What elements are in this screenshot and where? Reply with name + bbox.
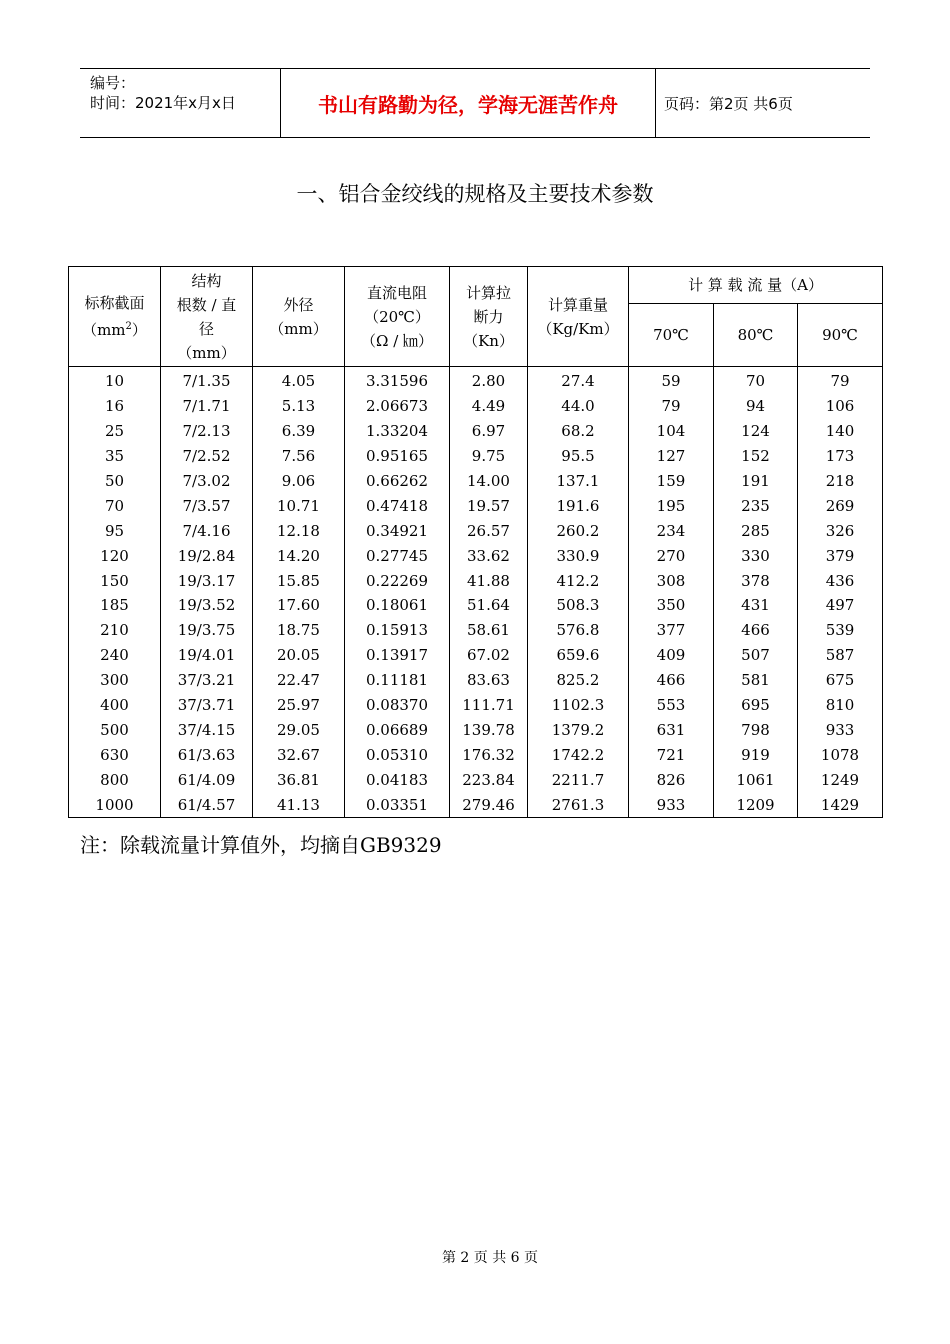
- table-cell: 933: [629, 792, 714, 817]
- table-cell: 19/3.75: [161, 618, 253, 643]
- table-cell: 61/3.63: [161, 742, 253, 767]
- table-cell: 7.56: [253, 444, 345, 469]
- table-cell: 0.27745: [345, 543, 450, 568]
- table-cell: 1249: [798, 767, 883, 792]
- table-cell: 37/4.15: [161, 717, 253, 742]
- table-cell: 1429: [798, 792, 883, 817]
- table-cell: 41.13: [253, 792, 345, 817]
- table-cell: 70: [714, 367, 798, 394]
- table-cell: 810: [798, 693, 883, 718]
- table-cell: 195: [629, 493, 714, 518]
- table-cell: 17.60: [253, 593, 345, 618]
- table-cell: 218: [798, 469, 883, 494]
- table-cell: 176.32: [450, 742, 528, 767]
- header-80c: 80℃: [714, 304, 798, 367]
- table-cell: 104: [629, 419, 714, 444]
- section-title: 一、铝合金绞线的规格及主要技术参数: [296, 182, 654, 206]
- table-cell: 0.06689: [345, 717, 450, 742]
- table-cell: 10: [69, 367, 161, 394]
- table-row: [69, 693, 883, 718]
- table-cell: 25: [69, 419, 161, 444]
- table-cell: 68.2: [528, 419, 629, 444]
- header-breaking-force: 计算拉 断力 （Kn）: [450, 267, 528, 367]
- header-structure: 结构 根数 / 直 径 （mm）: [161, 267, 253, 367]
- table-cell: 19.57: [450, 493, 528, 518]
- table-cell: 70: [69, 493, 161, 518]
- table-cell: 0.11181: [345, 668, 450, 693]
- table-row: [69, 444, 883, 469]
- table-cell: 41.88: [450, 568, 528, 593]
- table-cell: 581: [714, 668, 798, 693]
- table-cell: 9.06: [253, 469, 345, 494]
- table-cell: 0.95165: [345, 444, 450, 469]
- table-row: [69, 717, 883, 742]
- table-cell: 436: [798, 568, 883, 593]
- table-cell: 210: [69, 618, 161, 643]
- table-cell: 825.2: [528, 668, 629, 693]
- table-row: [69, 493, 883, 518]
- table-cell: 223.84: [450, 767, 528, 792]
- page-header: [80, 68, 870, 138]
- table-cell: 19/2.84: [161, 543, 253, 568]
- table-cell: 95: [69, 518, 161, 543]
- table-cell: 4.49: [450, 394, 528, 419]
- table-cell: 185: [69, 593, 161, 618]
- table-cell: 7/1.35: [161, 367, 253, 394]
- table-cell: 25.97: [253, 693, 345, 718]
- table-cell: 51.64: [450, 593, 528, 618]
- table-cell: 0.13917: [345, 643, 450, 668]
- table-cell: 19/4.01: [161, 643, 253, 668]
- table-cell: 173: [798, 444, 883, 469]
- table-cell: 285: [714, 518, 798, 543]
- table-cell: 1379.2: [528, 717, 629, 742]
- header-motto: 书山有路勤为径，学海无涯苦作舟: [280, 69, 656, 137]
- table-cell: 22.47: [253, 668, 345, 693]
- table-cell: 7/1.71: [161, 394, 253, 419]
- table-cell: 0.22269: [345, 568, 450, 593]
- table-cell: 44.0: [528, 394, 629, 419]
- specification-table: [68, 266, 883, 818]
- table-cell: 553: [629, 693, 714, 718]
- table-cell: 61/4.09: [161, 767, 253, 792]
- table-cell: 270: [629, 543, 714, 568]
- table-cell: 137.1: [528, 469, 629, 494]
- table-row: [69, 367, 883, 394]
- table-cell: 466: [629, 668, 714, 693]
- table-cell: 79: [798, 367, 883, 394]
- table-cell: 7/2.13: [161, 419, 253, 444]
- table-cell: 18.75: [253, 618, 345, 643]
- table-cell: 800: [69, 767, 161, 792]
- table-cell: 32.67: [253, 742, 345, 767]
- header-nominal-section: 标称截面 $(mm^2)$: [69, 267, 161, 367]
- table-cell: 15.85: [253, 568, 345, 593]
- table-cell: 497: [798, 593, 883, 618]
- table-cell: 7/2.52: [161, 444, 253, 469]
- table-cell: 7/3.57: [161, 493, 253, 518]
- table-cell: 260.2: [528, 518, 629, 543]
- table-cell: 1078: [798, 742, 883, 767]
- page-footer: 第 2 页 共 6 页: [441, 1250, 539, 1266]
- table-cell: 33.62: [450, 543, 528, 568]
- table-cell: 0.66262: [345, 469, 450, 494]
- table-cell: 0.47418: [345, 493, 450, 518]
- table-cell: 377: [629, 618, 714, 643]
- table-cell: 152: [714, 444, 798, 469]
- table-row: [69, 767, 883, 792]
- table-cell: 431: [714, 593, 798, 618]
- table-cell: 539: [798, 618, 883, 643]
- table-cell: 2.06673: [345, 394, 450, 419]
- table-row: [69, 668, 883, 693]
- table-cell: 191: [714, 469, 798, 494]
- table-cell: 0.34921: [345, 518, 450, 543]
- table-cell: 58.61: [450, 618, 528, 643]
- table-cell: 269: [798, 493, 883, 518]
- table-cell: 240: [69, 643, 161, 668]
- table-cell: 79: [629, 394, 714, 419]
- table-cell: 721: [629, 742, 714, 767]
- table-note: 注：除载流量计算值外，均摘自GB9329: [80, 833, 442, 857]
- table-cell: 1209: [714, 792, 798, 817]
- table-cell: 59: [629, 367, 714, 394]
- table-cell: 234: [629, 518, 714, 543]
- document-number-label: 编号：: [90, 74, 136, 92]
- table-cell: 0.15913: [345, 618, 450, 643]
- table-cell: 111.71: [450, 693, 528, 718]
- table-cell: 12.18: [253, 518, 345, 543]
- table-row: [69, 469, 883, 494]
- table-row: [69, 568, 883, 593]
- table-cell: 124: [714, 419, 798, 444]
- table-cell: 29.05: [253, 717, 345, 742]
- table-cell: 659.6: [528, 643, 629, 668]
- table-cell: 675: [798, 668, 883, 693]
- table-cell: 695: [714, 693, 798, 718]
- table-cell: 1102.3: [528, 693, 629, 718]
- table-cell: 14.20: [253, 543, 345, 568]
- table-cell: 576.8: [528, 618, 629, 643]
- header-90c: 90℃: [798, 304, 883, 367]
- table-cell: 1000: [69, 792, 161, 817]
- table-cell: 4.05: [253, 367, 345, 394]
- table-cell: 300: [69, 668, 161, 693]
- table-cell: 16: [69, 394, 161, 419]
- table-row: [69, 792, 883, 817]
- header-ampacity: 计 算 载 流 量（A）: [629, 267, 883, 304]
- header-weight: 计算重量 （Kg/Km）: [528, 267, 629, 367]
- table-cell: 120: [69, 543, 161, 568]
- table-cell: 2211.7: [528, 767, 629, 792]
- table-cell: 19/3.17: [161, 568, 253, 593]
- table-cell: 933: [798, 717, 883, 742]
- table-cell: 326: [798, 518, 883, 543]
- table-cell: 500: [69, 717, 161, 742]
- table-cell: 412.2: [528, 568, 629, 593]
- table-cell: 67.02: [450, 643, 528, 668]
- table-cell: 139.78: [450, 717, 528, 742]
- table-cell: 7/4.16: [161, 518, 253, 543]
- table-cell: 6.39: [253, 419, 345, 444]
- table-cell: 95.5: [528, 444, 629, 469]
- table-cell: 466: [714, 618, 798, 643]
- table-row: [69, 593, 883, 618]
- table-cell: 191.6: [528, 493, 629, 518]
- table-cell: 378: [714, 568, 798, 593]
- table-cell: 37/3.71: [161, 693, 253, 718]
- table-cell: 14.00: [450, 469, 528, 494]
- table-cell: 3.31596: [345, 367, 450, 394]
- table-cell: 7/3.02: [161, 469, 253, 494]
- table-cell: 106: [798, 394, 883, 419]
- table-cell: 630: [69, 742, 161, 767]
- header-meta: [90, 73, 236, 113]
- table-cell: 37/3.21: [161, 668, 253, 693]
- table-cell: 50: [69, 469, 161, 494]
- table-cell: 826: [629, 767, 714, 792]
- table-cell: 919: [714, 742, 798, 767]
- table-cell: 587: [798, 643, 883, 668]
- header-dc-resistance: 直流电阻 （20℃） （Ω / ㎞）: [345, 267, 450, 367]
- table-cell: 35: [69, 444, 161, 469]
- table-cell: 26.57: [450, 518, 528, 543]
- table-cell: 350: [629, 593, 714, 618]
- table-cell: 150: [69, 568, 161, 593]
- table-row: [69, 643, 883, 668]
- table-cell: 0.04183: [345, 767, 450, 792]
- table-cell: 140: [798, 419, 883, 444]
- table-cell: 507: [714, 643, 798, 668]
- table-cell: 2761.3: [528, 792, 629, 817]
- header-70c: 70℃: [629, 304, 714, 367]
- table-cell: 798: [714, 717, 798, 742]
- table-cell: 279.46: [450, 792, 528, 817]
- table-cell: 27.4: [528, 367, 629, 394]
- table-row: [69, 419, 883, 444]
- table-cell: 5.13: [253, 394, 345, 419]
- table-cell: 330: [714, 543, 798, 568]
- table-cell: 400: [69, 693, 161, 718]
- document-time-label: 时间：2021年x月x日: [90, 94, 236, 112]
- header-outer-diameter: 外径 （mm）: [253, 267, 345, 367]
- table-cell: 127: [629, 444, 714, 469]
- table-cell: 61/4.57: [161, 792, 253, 817]
- table-cell: 6.97: [450, 419, 528, 444]
- table-row: [69, 618, 883, 643]
- table-cell: 308: [629, 568, 714, 593]
- table-cell: 0.18061: [345, 593, 450, 618]
- table-cell: 1.33204: [345, 419, 450, 444]
- table-cell: 20.05: [253, 643, 345, 668]
- table-cell: 10.71: [253, 493, 345, 518]
- table-cell: 2.80: [450, 367, 528, 394]
- table-cell: 409: [629, 643, 714, 668]
- header-page-number: 页码：第2页 共6页: [664, 95, 793, 113]
- table-cell: 0.03351: [345, 792, 450, 817]
- table-cell: 0.08370: [345, 693, 450, 718]
- table-row: [69, 518, 883, 543]
- table-cell: 36.81: [253, 767, 345, 792]
- table-cell: 631: [629, 717, 714, 742]
- table-cell: 83.63: [450, 668, 528, 693]
- table-cell: 94: [714, 394, 798, 419]
- table-row: [69, 543, 883, 568]
- table-row: [69, 394, 883, 419]
- table-cell: 9.75: [450, 444, 528, 469]
- table-cell: 1061: [714, 767, 798, 792]
- table-cell: 508.3: [528, 593, 629, 618]
- table-cell: 159: [629, 469, 714, 494]
- table-cell: 1742.2: [528, 742, 629, 767]
- table-cell: 330.9: [528, 543, 629, 568]
- table-cell: 379: [798, 543, 883, 568]
- table-cell: 0.05310: [345, 742, 450, 767]
- table-row: [69, 742, 883, 767]
- table-body: [69, 367, 883, 818]
- table-cell: 19/3.52: [161, 593, 253, 618]
- table-cell: 235: [714, 493, 798, 518]
